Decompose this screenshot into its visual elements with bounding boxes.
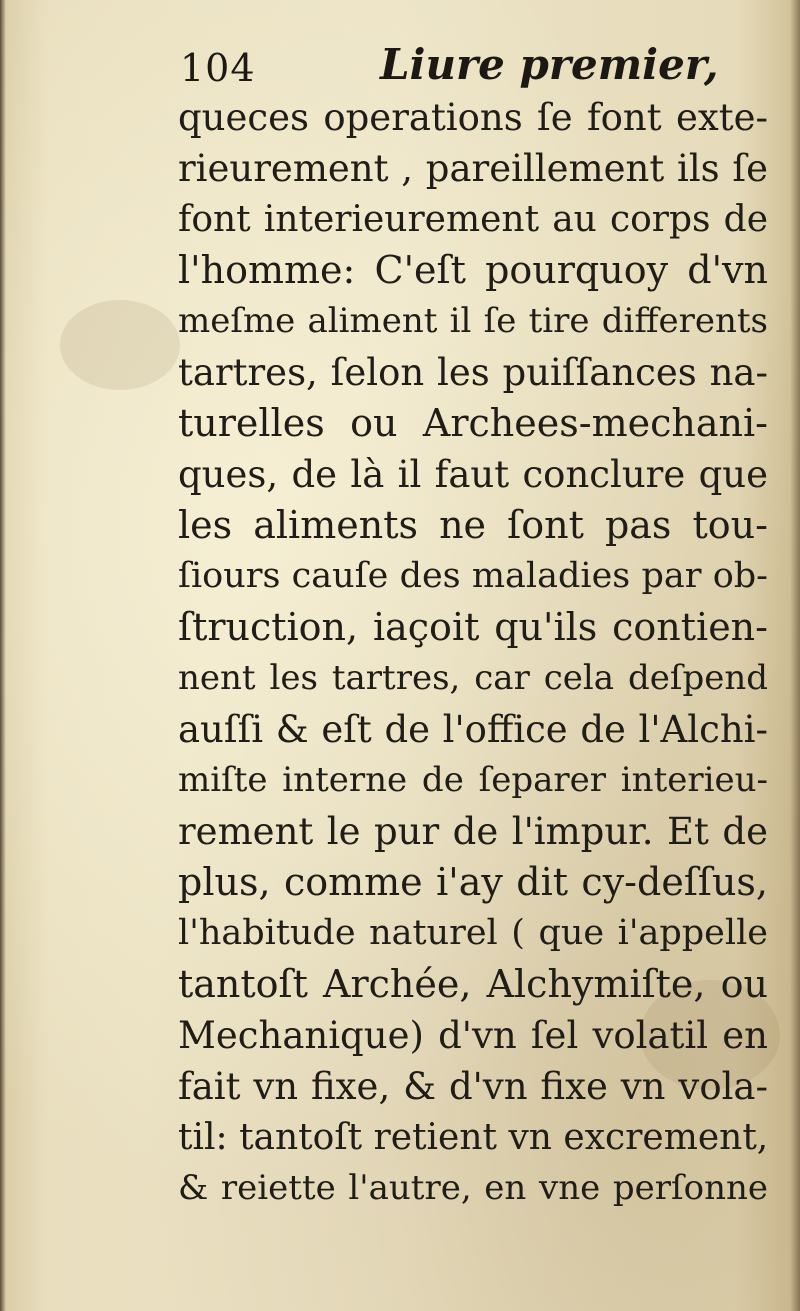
text-line: ques, de là il faut conclure que — [178, 453, 768, 496]
page-header — [170, 38, 730, 98]
text-line: les aliments ne ſont pas tou- — [178, 503, 768, 547]
text-line: miſte interne de ſeparer interieu- — [178, 760, 768, 800]
text-line: font interieurement au corps de — [178, 199, 768, 240]
text-line: fait vn fixe, & d'vn fixe vn vola- — [178, 1065, 768, 1108]
text-line: turelles ou Archees-mechani- — [178, 401, 768, 445]
text-line: tartres, ſelon les puiſſances na- — [178, 351, 768, 394]
text-line: ſtruction, iaçoit qu'ils contien- — [178, 605, 768, 649]
text-line: tantoſt Archée, Alchymiſte, ou — [178, 962, 768, 1006]
text-line: & reiette l'autre, en vne perſonne — [178, 1168, 768, 1208]
paper-stain — [60, 300, 180, 390]
text-line: plus, comme i'ay dit cy-deſſus, — [178, 860, 768, 904]
text-line: queces operations ſe font exte- — [178, 96, 768, 139]
text-line: auſſi & eſt de l'office de l'Alchi- — [178, 708, 768, 751]
body-text — [178, 92, 768, 1214]
text-line: Mechanique) d'vn ſel volatil en — [178, 1014, 768, 1057]
running-head: Liure premier, — [380, 40, 719, 89]
text-line: nent les tartres, car cela deſpend — [178, 658, 768, 698]
text-line: ſiours cauſe des maladies par ob- — [178, 556, 768, 596]
text-line: l'homme: C'eſt pourquoy d'vn — [178, 248, 768, 292]
text-line: meſme aliment il ſe tire differents — [178, 301, 768, 341]
text-line: rement le pur de l'impur. Et de — [178, 810, 768, 853]
text-line: l'habitude naturel ( que i'appelle — [178, 913, 768, 953]
page-number: 104 — [180, 46, 256, 90]
text-line: rieurement , pareillement ils ſe — [178, 147, 768, 190]
text-line: til: tantoſt retient vn excrement, — [178, 1117, 769, 1158]
